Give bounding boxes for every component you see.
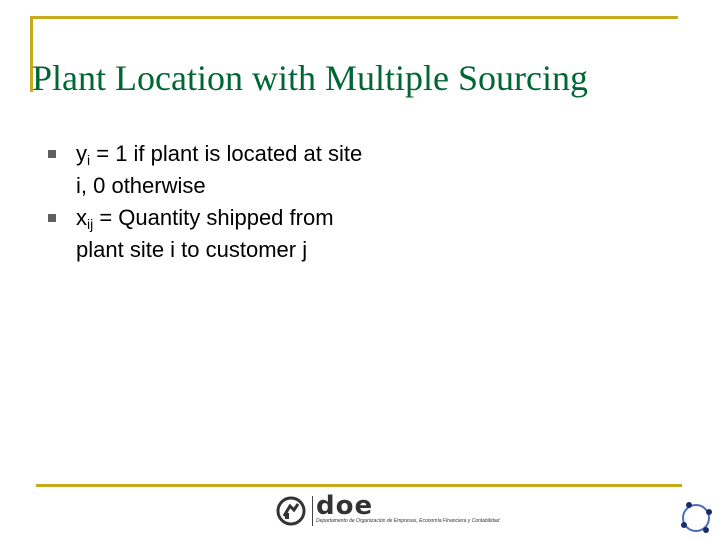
bullet-variable: x <box>76 205 87 230</box>
department-logo <box>276 491 526 530</box>
bullet-variable: y <box>76 141 87 166</box>
bullet-item <box>48 202 378 266</box>
bullet-item <box>48 138 378 202</box>
bullet-text: = 1 if plant is located at site i, 0 otherwise <box>76 141 363 198</box>
bullet-text: = Quantity shipped from plant site i to customer j <box>76 205 334 262</box>
square-bullet-icon <box>48 150 56 158</box>
logo-subtitle: Departamento de Organización de Empresas, Economía Financiera y Contabilidad <box>316 518 500 524</box>
bullet-subscript: i <box>87 152 91 168</box>
logo-divider <box>312 496 313 526</box>
top-accent-rule <box>30 16 678 19</box>
square-bullet-icon <box>48 214 56 222</box>
slide-title: Plant Location with Multiple Sourcing <box>32 58 588 98</box>
circle-nodes-icon <box>676 498 716 536</box>
logo-wordmark: doe <box>316 491 374 521</box>
bottom-accent-rule <box>36 484 682 487</box>
doe-logo-icon <box>276 496 306 526</box>
bullet-list <box>48 138 378 266</box>
bullet-subscript: ij <box>87 216 94 232</box>
